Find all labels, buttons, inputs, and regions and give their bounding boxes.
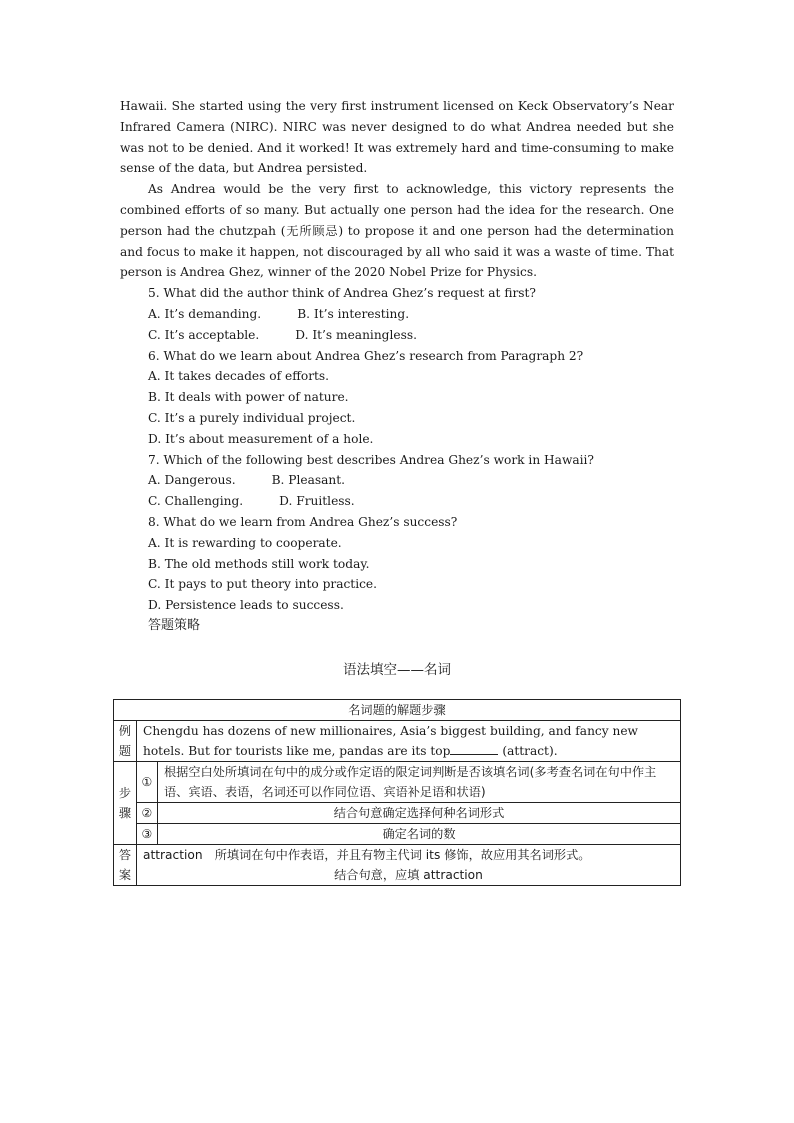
step-text: 根据空白处所填词在句中的成分或作定语的限定词判断是否该填名词(多考查名词在句中作主语、宾语、表语，名词还可以作同位语、宾语补足语和状语) <box>158 762 681 803</box>
paragraph: Hawaii. She started using the very first instrument licensed on Keck Observatory’s Near Infrared Camera (NIRC). NIRC was never designed to do what Andrea needed but she was not to be denied. And it worked! It was extremely hard and time-consuming to make sense of the data, but Andrea persisted. <box>120 99 674 176</box>
option-a: A. Dangerous. <box>148 473 236 488</box>
example-label: 例题 <box>114 721 137 762</box>
step-number: ① <box>137 762 158 803</box>
step-text: 结合句意确定选择何种名词形式 <box>158 803 681 824</box>
step-text: 确定名词的数 <box>158 824 681 845</box>
answer-label: 答案 <box>114 845 137 886</box>
table-header: 名词题的解题步骤 <box>114 700 681 721</box>
answer-text <box>137 845 681 886</box>
reading-passage <box>120 96 674 637</box>
option-a: A. It is rewarding to cooperate. <box>148 535 342 550</box>
question-stem: 8. What do we learn from Andrea Ghez’s success? <box>148 514 458 529</box>
answer-blank <box>450 742 498 755</box>
example-text <box>137 721 681 762</box>
option-c: C. It’s acceptable. <box>148 327 260 342</box>
example-text-after: (attract). <box>502 744 558 758</box>
option-c: C. Challenging. <box>148 494 244 509</box>
option-d: D. It’s meaningless. <box>295 327 417 342</box>
options-row <box>120 470 674 491</box>
option-a: A. It takes decades of efforts. <box>148 369 330 384</box>
option-a: A. It’s demanding. <box>148 306 262 321</box>
option-d: D. Fruitless. <box>279 494 355 509</box>
options-row <box>120 491 674 512</box>
section-title: 语法填空——名词 <box>343 662 451 678</box>
step-number: ② <box>137 803 158 824</box>
option-b: B. The old methods still work today. <box>148 556 370 571</box>
question-stem: 7. Which of the following best describes Andrea Ghez’s work in Hawaii? <box>148 452 594 467</box>
option-d: D. Persistence leads to success. <box>148 598 344 613</box>
option-d: D. It’s about measurement of a hole. <box>148 431 374 446</box>
section-label: 答题策略 <box>148 617 201 633</box>
question-stem: 6. What do we learn about Andrea Ghez’s research from Paragraph 2? <box>148 348 584 363</box>
option-b: B. It’s interesting. <box>297 306 410 321</box>
options-row <box>120 304 674 325</box>
answer-line: attraction 所填词在句中作表语，并且有物主代词 its 修饰，故应用其名词形式。 <box>143 848 591 862</box>
paragraph: As Andrea would be the very first to acknowledge, this victory represents the combined efforts of so many. But actually one person had the idea for the research. One person had the chutzpah (无所顾忌) to propose it and one person had the determination and focus to make it happen, not discouraged by all who said it was a waste of time. That person is Andrea Ghez, winner of the 2020 Nobel Prize for Physics. <box>120 182 674 280</box>
option-c: C. It’s a purely individual project. <box>148 410 356 425</box>
options-row <box>120 325 674 346</box>
steps-label: 步骤 <box>114 762 137 845</box>
step-number: ③ <box>137 824 158 845</box>
question-stem: 5. What did the author think of Andrea Ghez’s request at first? <box>148 286 536 301</box>
solution-steps-table <box>113 699 681 886</box>
option-b: B. It deals with power of nature. <box>148 390 349 405</box>
example-text-before: Chengdu has dozens of new millionaires, Asia’s biggest building, and fancy new hotels. But for tourists like me, pandas are its top <box>143 724 638 758</box>
option-b: B. Pleasant. <box>271 473 346 488</box>
option-c: C. It pays to put theory into practice. <box>148 577 378 592</box>
answer-line: 结合句意，应填 attraction <box>334 868 483 882</box>
